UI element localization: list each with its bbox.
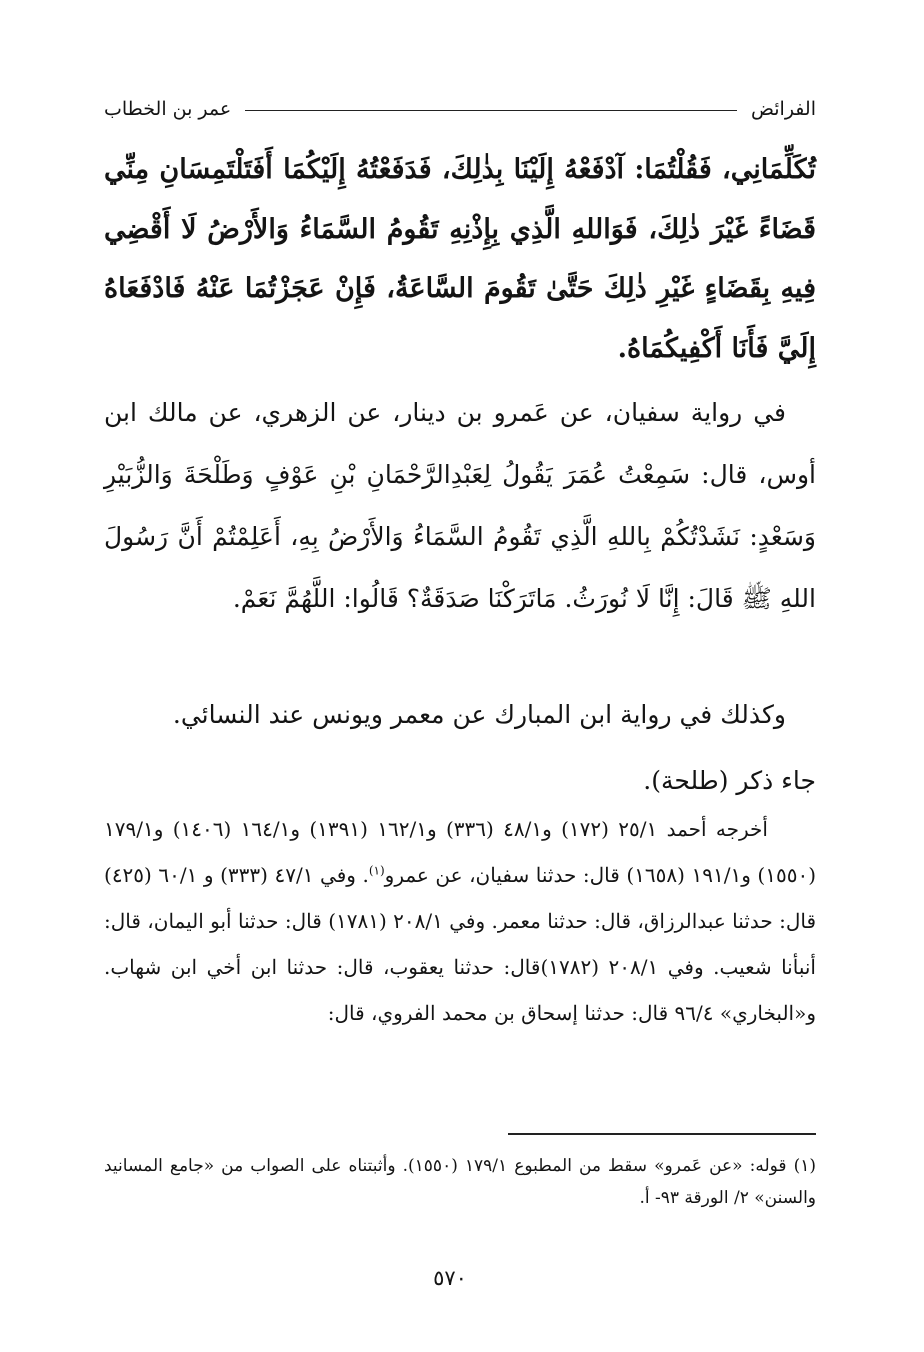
footnote-separator	[508, 1133, 816, 1135]
header-rule	[245, 110, 737, 111]
hadith-text: تُكَلِّمَانِي، فَقُلْتُمَا: آدْفَعْهُ إِلَيْنَا بِذٰلِكَ، فَدَفَعْتُهُ إِلَيْكُمَا أَفَتَلْتَمِسَانِ مِنِّي قَضَاءً غَيْرَ ذٰلِكَ، فَوَاللهِ الَّذِي بِإِذْنِهِ تَقُومُ السَّمَاءُ وَالأَرْضُ لَا أَقْضِي فِيهِ بِقَضَاءٍ غَيْرِ ذٰلِكَ حَتَّىٰ تَقُومَ السَّاعَةُ، فَإِنْ عَجَزْتُمَا عَنْهُ فَادْفَعَاهُ إِلَيَّ فَأَنَا أَكْفِيكُمَاهُ.	[104, 154, 816, 364]
header-section-title: عمر بن الخطاب	[104, 98, 232, 120]
nasai-text: وكذلك في رواية ابن المبارك عن معمر ويونس عند النسائي.	[172, 700, 786, 729]
narration-text: في رواية سفيان، عن عَمرو بن دينار، عن الزهري، عن مالك ابن أوس، قال: سَمِعْتُ عُمَرَ يَقُولُ لِعَبْدِالرَّحْمَانِ بْنِ عَوْفٍ وَطَلْحَةَ وَالزُّبَيْرِ وَسَعْدٍ: نَشَدْتُكُمْ بِاللهِ الَّذِي تَقُومُ السَّمَاءُ وَالأَرْضُ بِهِ، أَعَلِمْتُمْ أَنَّ رَسُولَ اللهِ ﷺ قَالَ: إِنَّا لَا نُورَثُ. مَاتَرَكْنَا صَدَقَةٌ؟ قَالُوا: اللَّهُمَّ نَعَمْ.	[104, 398, 816, 613]
page-number: ٥٧٠	[433, 1266, 467, 1290]
narration-paragraph	[104, 382, 816, 630]
footnote-reference[interactable]: (١)	[368, 863, 385, 878]
talha-paragraph: جاء ذكر (طلحة).	[643, 766, 816, 795]
takhrij-text-2: . وفي ٤٧/١ (٣٣٣) و ٦٠/١ (٤٢٥) قال: حدثنا عبدالرزاق، قال: حدثنا معمر. وفي ٢٠٨/١ (١٧٨١) قال: حدثنا أبو اليمان، قال: أنبأنا شعيب. وفي ٢٠٨/١ (١٧٨٢)قال: حدثنا يعقوب، قال: حدثنا ابن أخي ابن شهاب. و«البخاري» ٩٦/٤ قال: حدثنا إسحاق بن محمد الفروي، قال:	[104, 863, 816, 1025]
nasai-paragraph	[104, 684, 816, 746]
footnote: (١) قوله: «عن عَمرو» سقط من المطبوع ١٧٩/١ (١٥٥٠). وأثبتناه على الصواب من «جامع المسانيد والسنن» ٢/ الورقة ٩٣- أ.	[104, 1156, 816, 1208]
takhrij-paragraph	[104, 806, 816, 1036]
header-chapter-title: الفرائض	[750, 98, 816, 120]
running-header	[104, 92, 816, 126]
takhrij-text-1: أخرجه أحمد ٢٥/١ (١٧٢) و٤٨/١ (٣٣٦) و١٦٢/١ (١٣٩١) و١٦٤/١ (١٤٠٦) و١٧٩/١ (١٥٥٠) و١٩١/١ (١٦٥٨) قال: حدثنا سفيان، عن عمرو	[104, 817, 816, 887]
